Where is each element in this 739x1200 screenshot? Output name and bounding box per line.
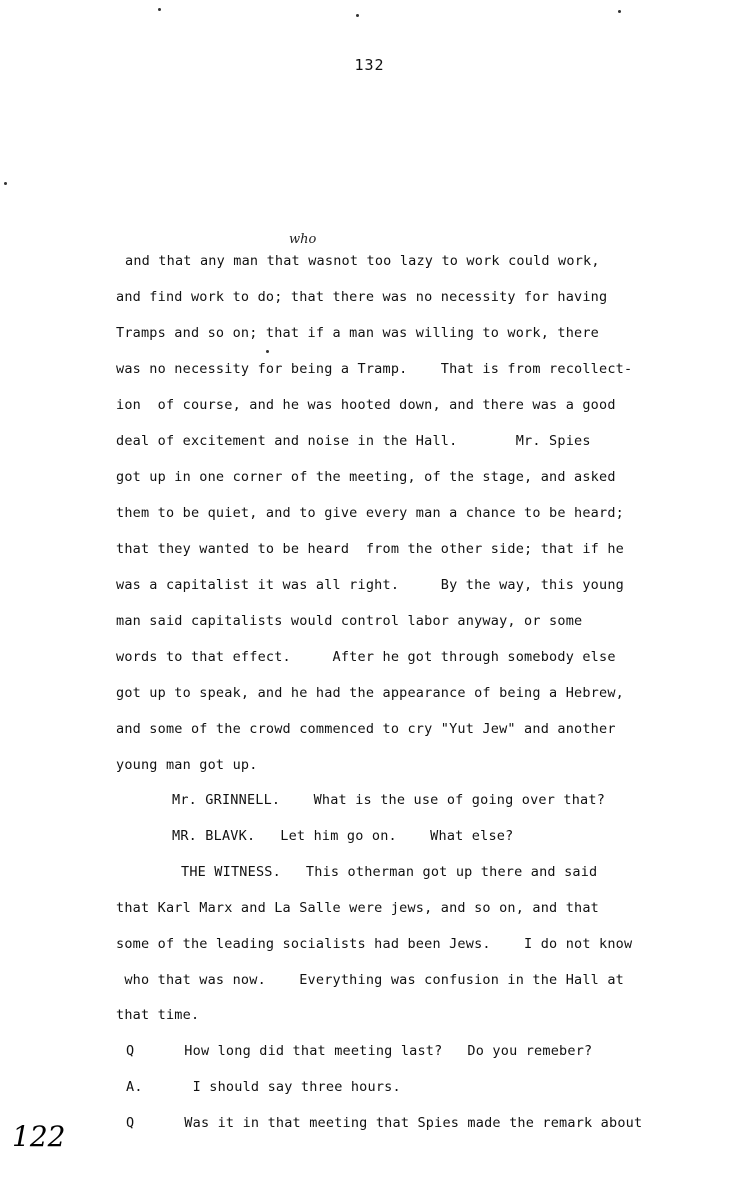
text-line-15: young man got up. [116, 757, 258, 773]
text-line-12: words to that effect. After he got through somebody else [116, 649, 616, 665]
text-line-22: that time. [116, 1007, 200, 1023]
answer-line-1: A. I should say three hours. [126, 1079, 401, 1095]
text-line-14: and some of the crowd commenced to cry "Yut Jew" and another [116, 721, 616, 737]
text-line-4: was no necessity for being a Tramp. That is from recollect- [116, 361, 633, 377]
text-line-6: deal of excitement and noise in the Hall. Mr. Spies [116, 433, 591, 449]
scan-speck [266, 350, 269, 353]
text-line-19: that Karl Marx and La Salle were jews, and so on, and that [116, 900, 600, 916]
text-line-3: Tramps and so on; that if a man was willing to work, there [116, 325, 600, 341]
handwritten-margin-number: 122 [12, 1120, 66, 1153]
scan-speck [618, 10, 621, 13]
speaker-blavk-line: MR. BLAVK. Let him go on. What else? [172, 828, 514, 844]
text-line-11: man said capitalists would control labor anyway, or some [116, 613, 583, 629]
handwritten-annotation: who [289, 232, 317, 247]
witness-line: THE WITNESS. This otherman got up there and said [181, 864, 598, 880]
text-line-9: that they wanted to be heard from the other side; that if he [116, 541, 624, 557]
page-number: 132 [354, 56, 385, 74]
text-line-5: ion of course, and he was hooted down, and there was a good [116, 397, 616, 413]
text-line-13: got up to speak, and he had the appearance of being a Hebrew, [116, 685, 624, 701]
text-line-8: them to be quiet, and to give every man a chance to be heard; [116, 505, 624, 521]
scan-speck [356, 14, 359, 17]
scan-speck [158, 8, 161, 11]
speaker-grinnell-line: Mr. GRINNELL. What is the use of going over that? [172, 792, 606, 808]
text-line-7: got up in one corner of the meeting, of the stage, and asked [116, 469, 616, 485]
text-line-10: was a capitalist it was all right. By the way, this young [116, 577, 624, 593]
scan-speck [4, 182, 7, 185]
question-line-2: Q Was it in that meeting that Spies made the remark about [126, 1115, 643, 1131]
text-line-1: and that any man that wasnot too lazy to work could work, [125, 253, 600, 269]
question-line-1: Q How long did that meeting last? Do you remeber? [126, 1043, 593, 1059]
text-line-20: some of the leading socialists had been Jews. I do not know [116, 936, 633, 952]
text-line-21: who that was now. Everything was confusion in the Hall at [116, 972, 624, 988]
text-line-2: and find work to do; that there was no necessity for having [116, 289, 608, 305]
